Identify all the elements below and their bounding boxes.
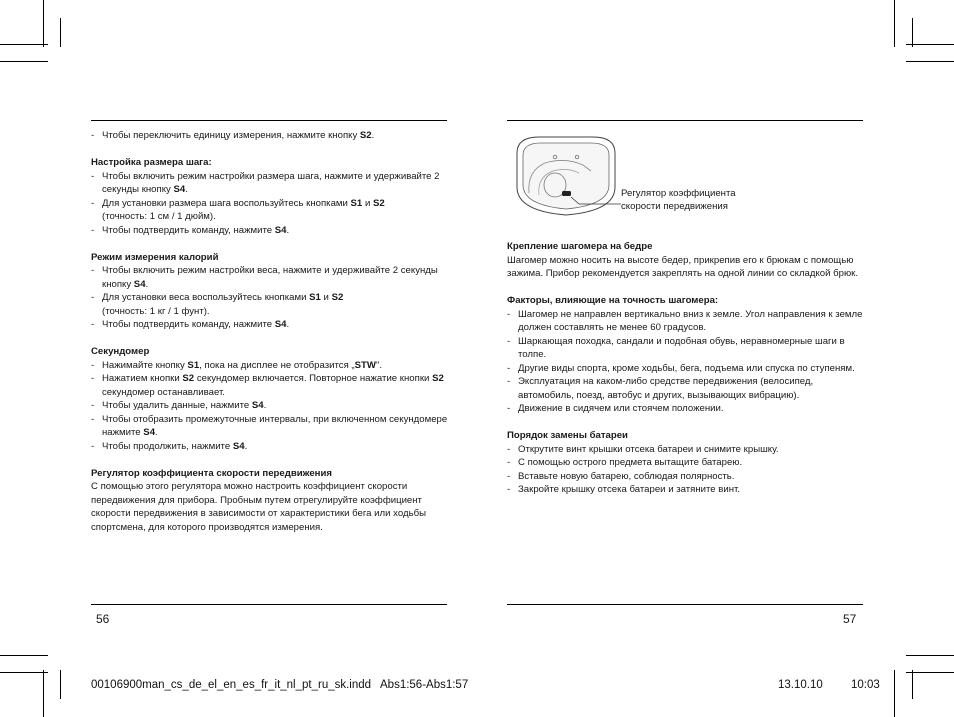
left-page-content xyxy=(91,129,451,534)
bottom-rule-right xyxy=(507,604,863,605)
list-item: - Шаркающая походка, сандали и подобная обувь, неравномерные шаги в толпе. xyxy=(507,335,845,360)
top-rule-left xyxy=(91,120,447,121)
list-item: - С помощью острого предмета вытащите батарею. xyxy=(507,457,743,468)
crop-mark xyxy=(894,0,895,47)
list-item: - Движение в сидячем или стоячем положении. xyxy=(507,403,724,414)
section-heading: Режим измерения калорий xyxy=(91,251,219,263)
section-heading: Крепление шагомера на бедре xyxy=(507,241,653,252)
list-item: - Нажатием кнопки S2 секундомер включается. Повторное нажатие кнопки S2 секундомер останавливает. xyxy=(91,373,444,398)
crop-mark xyxy=(60,18,61,47)
list-item: - Шагомер не направлен вертикально вниз к земле. Угол направления к земле должен составлять не менее 60 градусов. xyxy=(507,308,863,333)
list-item: - Для установки размера шага воспользуйтесь кнопками S1 и S2 (точность: 1 см / 1 дюйм). xyxy=(91,197,385,222)
crop-mark xyxy=(906,672,954,673)
right-page-content xyxy=(507,240,867,497)
list-item: - Чтобы отобразить промежуточные интервалы, при включенном секундомере нажмите S4. xyxy=(91,413,448,438)
crop-mark xyxy=(43,670,44,717)
list-item: - Открутите винт крышки отсека батареи и снимите крышку. xyxy=(507,443,779,455)
list-item: - Чтобы подтвердить команду, нажмите S4. xyxy=(91,224,290,236)
list-item: - Эксплуатация на каком-либо средстве передвижения (велосипед, автомобиль, поезд, автобус и других, вызывающих вибрацию). xyxy=(507,376,814,401)
crop-mark xyxy=(43,0,44,47)
list-item: - Чтобы переключить единицу измерения, нажмите кнопку S2. xyxy=(91,130,375,141)
list-item: - Вставьте новую батарею, соблюдая полярность. xyxy=(507,470,735,482)
list-item: - Закройте крышку отсека батареи и затяните винт. xyxy=(507,484,741,495)
crop-mark xyxy=(0,655,48,656)
list-item: - Для установки веса воспользуйтесь кнопками S1 и S2 (точность: 1 кг / 1 фунт). xyxy=(91,292,344,317)
list-item: - Чтобы удалить данные, нажмите S4. xyxy=(91,400,267,411)
footer-time: 10:03 xyxy=(851,679,880,691)
section-heading: Факторы, влияющие на точность шагомера: xyxy=(507,295,719,306)
section-heading: Настройка размера шага: xyxy=(91,157,212,168)
crop-mark xyxy=(906,655,954,656)
pedometer-illustration xyxy=(509,131,623,221)
crop-mark xyxy=(906,61,954,62)
bottom-rule-left xyxy=(91,604,447,605)
page-number-left: 56 xyxy=(96,612,110,626)
list-item: - Нажимайте кнопку S1, пока на дисплее не отобразится „STW". xyxy=(91,359,383,371)
list-item: - Другие виды спорта, кроме ходьбы, бега, подъема или спуска по ступеням. xyxy=(507,362,855,374)
crop-mark xyxy=(906,44,954,45)
crop-mark xyxy=(0,44,48,45)
paragraph: Шагомер можно носить на высоте бедер, прикрепив его к брюкам с помощью зажима. Прибор рекомендуется закреплять на одной линии со складкой брюк. xyxy=(507,254,859,279)
paragraph: С помощью этого регулятора можно настроить коэффициент скорости передвижения для прибора. Пробным путем отрегулируйте коэффициент скорости передвижения в зависимости от характеристики бега или ходьбы спортсмена, для которого производятся измерения. xyxy=(91,481,426,533)
list-item: - Чтобы включить режим настройки веса, нажмите и удерживайте 2 секунды кнопку S4. xyxy=(91,265,438,290)
page-number-right: 57 xyxy=(843,612,857,626)
crop-mark xyxy=(894,670,895,717)
crop-mark xyxy=(912,670,913,699)
footer-date: 13.10.10 xyxy=(778,679,823,691)
crop-mark xyxy=(0,672,48,673)
crop-mark xyxy=(0,61,48,62)
crop-mark xyxy=(60,670,61,699)
list-item: - Чтобы включить режим настройки размера шага, нажмите и удерживайте 2 секунды кнопку S4. xyxy=(91,170,440,195)
top-rule-right xyxy=(507,120,863,121)
section-heading: Секундомер xyxy=(91,346,150,357)
section-heading: Порядок замены батареи xyxy=(507,430,628,441)
crop-mark xyxy=(912,18,913,47)
figure-caption: Регулятор коэффициента скорости передвижения xyxy=(621,188,736,212)
footer-file-info: 00106900man_cs_de_el_en_es_fr_it_nl_pt_ru_sk.indd Abs1:56-Abs1:57 xyxy=(91,679,469,691)
list-item: - Чтобы продолжить, нажмите S4. xyxy=(91,440,248,452)
list-item: - Чтобы подтвердить команду, нажмите S4. xyxy=(91,319,290,330)
section-heading: Регулятор коэффициента скорости передвижения xyxy=(91,467,332,479)
